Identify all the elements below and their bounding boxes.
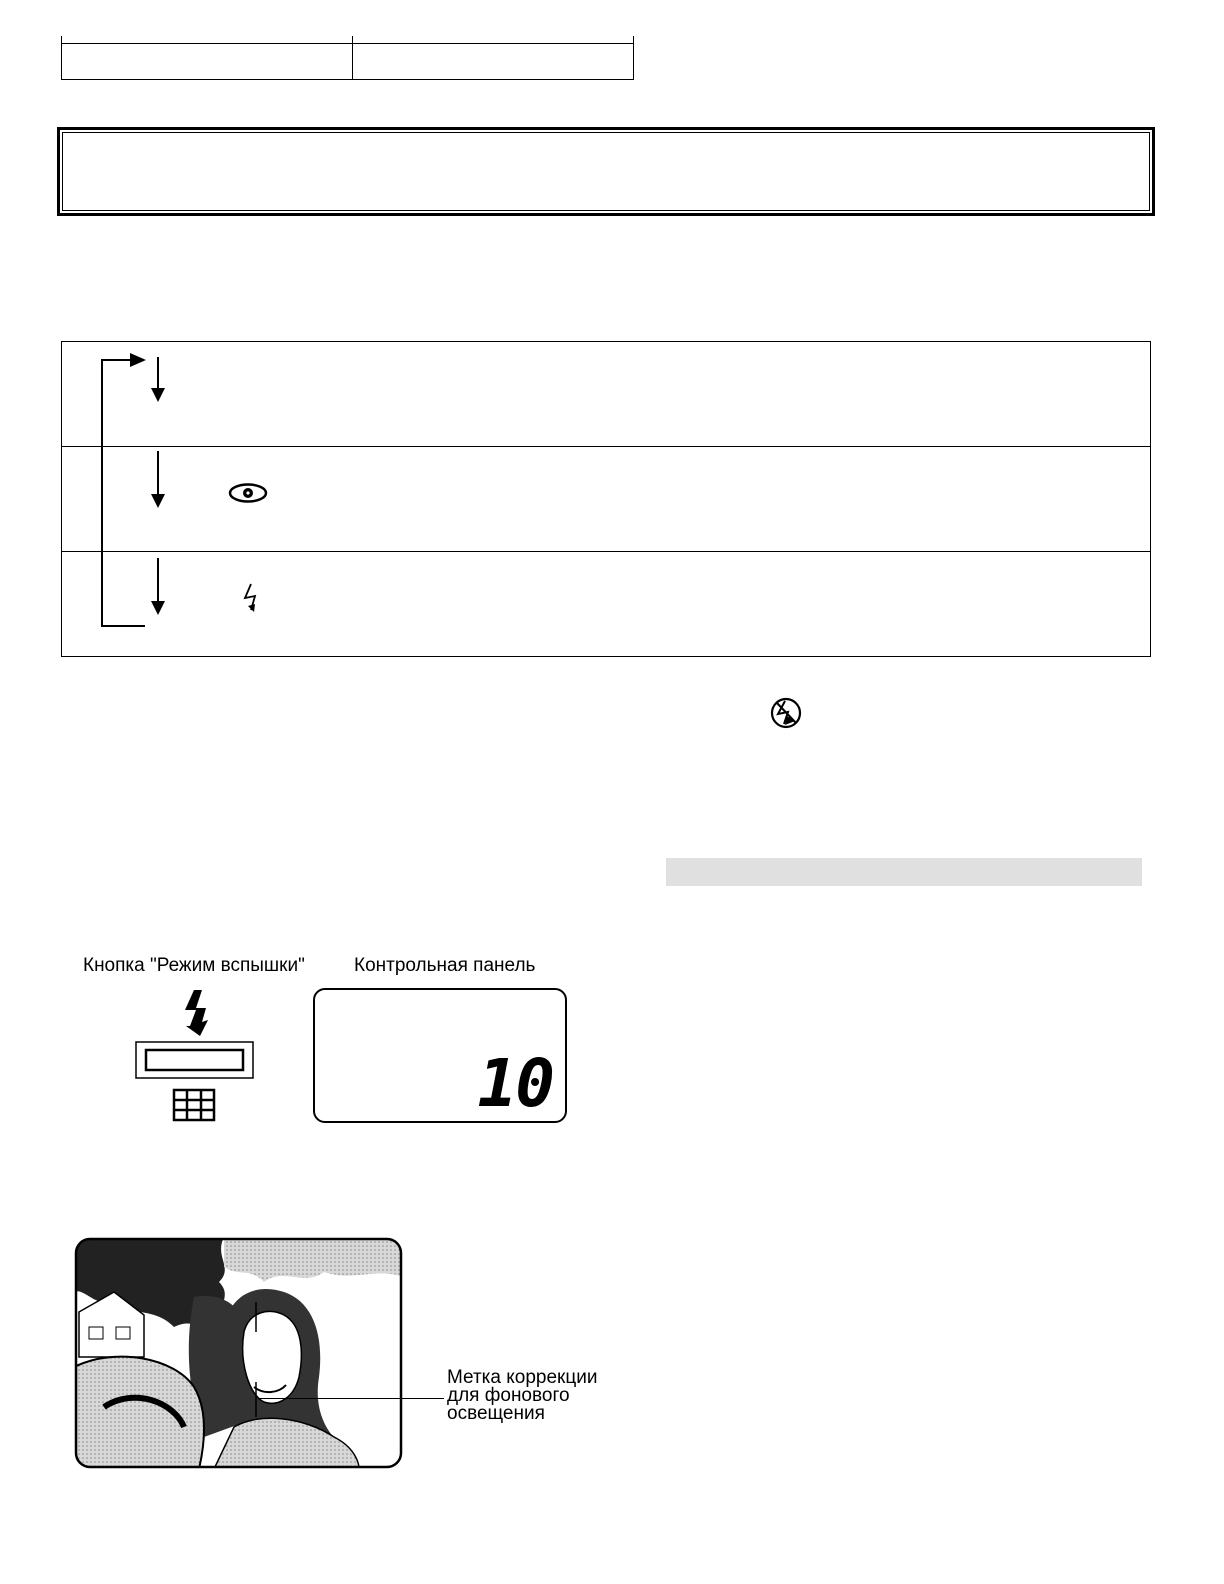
flash-mode-button [136, 1042, 253, 1078]
flash-off-icon [769, 696, 803, 730]
callout-line-3: освещения [447, 1403, 545, 1424]
down-arrow-icon [151, 494, 165, 508]
control-panel-lcd [313, 988, 567, 1123]
header-table-cells [61, 43, 634, 80]
framed-note-box [57, 127, 1155, 216]
down-arrow-icon [151, 601, 165, 615]
header-table [61, 36, 634, 80]
flash-mode-button-figure [130, 986, 260, 1126]
mode-cycle-arrows [90, 345, 180, 635]
callout-leader-line [258, 1398, 444, 1399]
flash-mode-table [61, 341, 1151, 657]
grid-icon [174, 1090, 214, 1120]
flash-icon [185, 990, 208, 1036]
control-panel-label: Контрольная панель [354, 955, 536, 976]
fill-flash-icon [242, 582, 264, 614]
frame-counter: 10 [477, 1045, 553, 1122]
red-eye-icon [228, 482, 270, 504]
down-arrow-icon [151, 388, 165, 402]
backlight-mark-callout [447, 1369, 597, 1423]
callout-line-1: Метка коррекции [447, 1367, 598, 1388]
flash-mode-button-label: Кнопка "Режим вспышки" [83, 955, 305, 976]
gray-highlight-bar [666, 858, 1142, 886]
callout-line-2: для фонового [447, 1385, 570, 1406]
loop-arrowhead-icon [130, 353, 146, 367]
viewfinder-illustration [74, 1237, 404, 1469]
